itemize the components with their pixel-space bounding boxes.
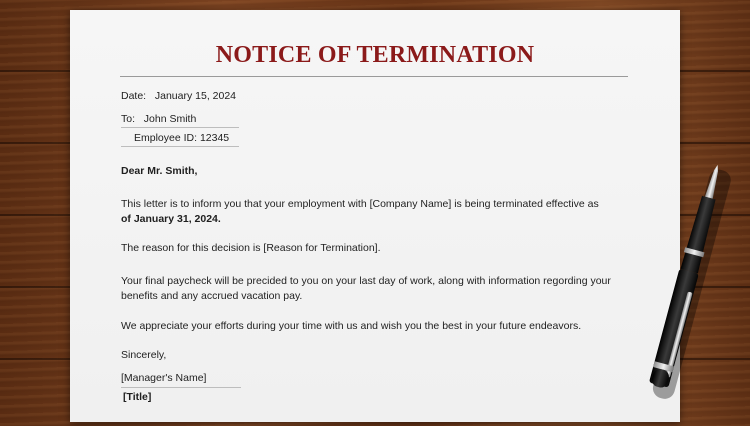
paragraph-3-line-1: Your final paycheck will be precided to you on your last day of work, along with information regording your — [121, 275, 611, 287]
date-value: January 15, 2024 — [154, 90, 237, 102]
letter-title: NOTICE OF TERMINATION — [215, 42, 535, 68]
signer-name: [Manager's Name] — [121, 372, 207, 384]
recipient-name: John Smith — [143, 113, 197, 125]
employee-id: Employee ID: 12345 — [134, 132, 230, 144]
paragraph-1-line-1: This letter is to inform you that your employment with [Company Name] is being terminated effective as — [121, 198, 599, 210]
paragraph-3-line-2: benefits and any accrued vacation pay. — [121, 290, 303, 302]
salutation: Dear Mr. Smith, — [121, 165, 198, 177]
signer-title: [Title] — [123, 391, 152, 403]
closing: Sincerely, — [121, 349, 167, 361]
paragraph-1-line-2: of January 31, 2024. — [121, 213, 221, 225]
to-label: To: — [121, 113, 136, 125]
paragraph-2: The reason for this decision is [Reason for Termination]. — [121, 242, 381, 254]
date-label: Date: — [121, 90, 147, 102]
paragraph-4: We appreciate your efforts during your time with us and wish you the best in your future endeavors. — [121, 320, 582, 332]
